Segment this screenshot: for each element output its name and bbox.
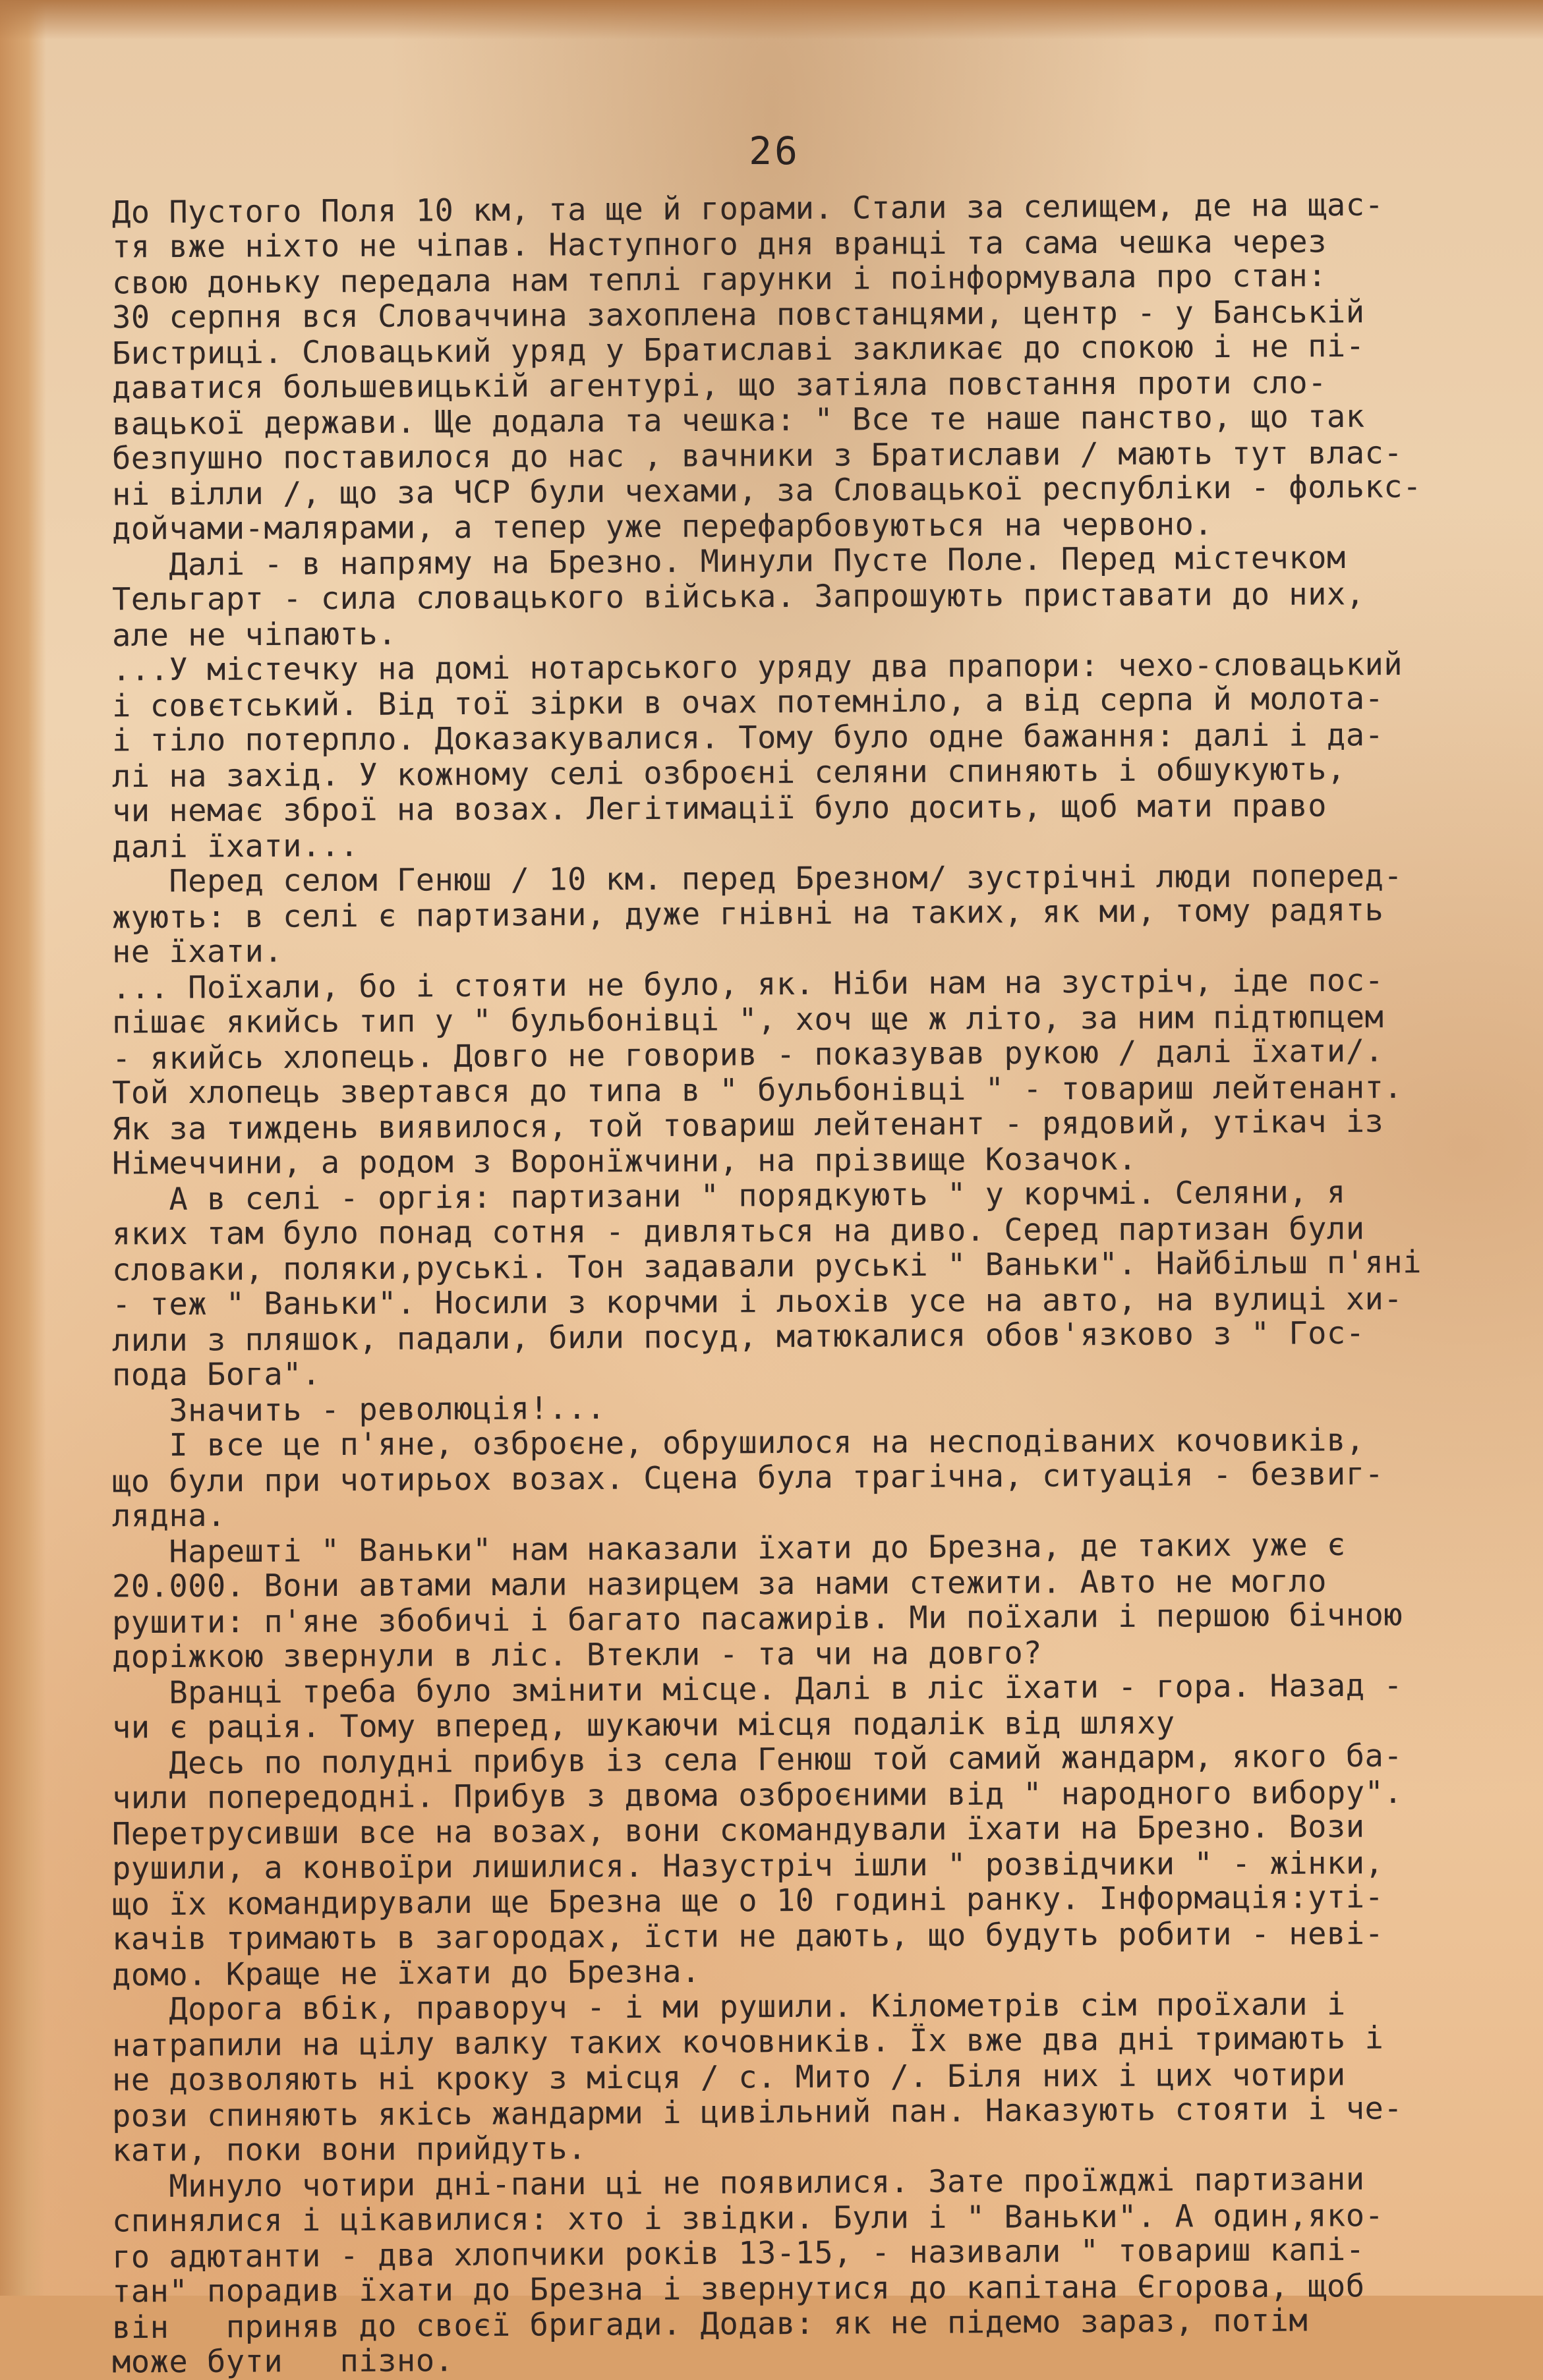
text-line: і тіло потерпло. Доказакувалися. Тому було одне бажання: далі і да- (111, 716, 1384, 758)
text-line: що були при чотирьох возах. Сцена була трагічна, ситуація - безвиг- (111, 1456, 1384, 1500)
text-line: тан" порадив їхати до Брезна і звернутися до капітана Єгорова, щоб (111, 2267, 1365, 2309)
typewritten-text-body (111, 186, 1483, 2380)
text-line: Нарешті " Ваньки" нам наказали їхати до Брезна, де таких уже є (111, 1526, 1346, 1570)
text-line: даватися большевицькій агентурі, що затіяла повстання проти сло- (111, 364, 1327, 406)
text-line: безпушно поставилося до нас , вачники з Братислави / мають тут влас- (111, 434, 1403, 476)
paper-left-edge (0, 0, 46, 2296)
text-line: може бути пізно. (111, 2342, 454, 2380)
text-line: 20.000. Вони автами мали назирцем за нами стежити. Авто не могло (111, 1562, 1327, 1604)
text-line: і совєтський. Від тої зірки в очах потемніло, а від серпа й молота- (111, 680, 1384, 724)
text-line: словаки, поляки,руські. Тон задавали руські " Ваньки". Найбільш п'яні (111, 1244, 1422, 1288)
text-line: спинялися і цікавилися: хто і звідки. Були і " Ваньки". А один,яко- (111, 2197, 1384, 2239)
text-line: Як за тиждень виявилося, той товариш лейтенант - рядовий, утікач із (111, 1103, 1384, 1147)
text-line: Тельгарт - сила словацького війська. Запрошують приставати до них, (111, 575, 1365, 617)
text-line: Десь по полудні прибув із села Генюш той самий жандарм, якого ба- (111, 1738, 1403, 1782)
paper-top-edge (0, 0, 1543, 40)
text-line: не дозволяють ні кроку з місця / с. Мито /. Біля них і цих чотири (111, 2056, 1346, 2098)
text-line: вацької держави. Ще додала та чешка: " Все те наше панство, що так (111, 398, 1365, 442)
text-line: До Пустого Поля 10 км, та ще й горами. Стали за селищем, де на щас- (111, 186, 1384, 231)
text-line: Той хлопець звертався до типа в " бульбонівці " - товариш лейтенант. (111, 1069, 1403, 1111)
text-line: доріжкою звернули в ліс. Втекли - та чи на довго? (111, 1634, 1043, 1675)
text-line: Минуло чотири дні-пани ці не появилися. Зате проїжджі партизани (111, 2161, 1365, 2205)
text-line: чили попередодні. Прибув з двома озброєними від " народного вибору". (111, 1774, 1403, 1816)
text-line: лі на захід. У кожному селі озброєні селяни спиняють і обшукують, (111, 751, 1346, 795)
text-line: рушили, а конвоїри лишилися. Назустріч ішли " розвідчики " - жінки, (111, 1844, 1384, 1886)
text-line: яких там було понад сотня - дивляться на диво. Серед партизан були (111, 1210, 1365, 1252)
text-line: го адютанти - два хлопчики років 13-15, - називали " товариш капі- (111, 2231, 1365, 2275)
text-line: лили з пляшок, падали, били посуд, матюкалися обов'язково з " Гос- (111, 1315, 1365, 1359)
text-line: рушити: п'яне збобичі і багато пасажирів. Ми поїхали і першою бічною (111, 1597, 1403, 1641)
page-number: 26 (749, 128, 800, 173)
text-line: Перетрусивши все на возах, вони скомандували їхати на Брезно. Вози (111, 1808, 1365, 1852)
text-line: Далі - в напряму на Брезно. Минули Пусте Поле. Перед містечком (111, 539, 1346, 583)
text-line: чи є рація. Тому вперед, шукаючи місця подалік від шляху (111, 1705, 1175, 1745)
text-line: ... Поїхали, бо і стояти не було, як. Ніби нам на зустріч, іде пос- (111, 962, 1384, 1006)
text-line: не їхати. (111, 932, 283, 970)
text-line: натрапили на цілу валку таких кочовників. Їх вже два дні тримають і (111, 2020, 1384, 2064)
text-line: лядна. (111, 1497, 226, 1534)
text-line: далі їхати... (111, 828, 359, 865)
text-line: І все це п'яне, озброєне, обрушилося на несподіваних кочовиків, (111, 1421, 1365, 1463)
text-line: жують: в селі є партизани, дуже гнівні на таких, як ми, тому радять (111, 892, 1384, 936)
text-line: Дорога вбік, праворуч - і ми рушили. Кілометрів сім проїхали і (111, 1985, 1346, 2027)
text-line: домо. Краще не їхати до Брезна. (111, 1953, 701, 1993)
text-line: - якийсь хлопець. Довго не говорив - показував рукою / далі їхати/. (111, 1033, 1384, 1077)
text-line: але не чіпають. (111, 615, 397, 654)
text-line: дойчами-малярами, а тепер уже перефарбовуються на червоно. (111, 505, 1213, 547)
text-line: тя вже ніхто не чіпав. Наступного дня вранці та сама чешка через (111, 223, 1327, 265)
text-line: Бистриці. Словацький уряд у Братиславі закликає до спокою і не пі- (111, 327, 1365, 372)
text-line: пода Бога". (111, 1355, 321, 1393)
text-line: він приняв до своєї бригади. Додав: як не підемо зараз, потім (111, 2302, 1308, 2346)
text-line: що їх командирували ще Брезна ще о 10 годині ранку. Інформація:уті- (111, 1879, 1384, 1923)
text-line: - теж " Ваньки". Носили з корчми і льохів усе на авто, на вулиці хи- (111, 1280, 1403, 1322)
text-line: Значить - революція!... (111, 1390, 606, 1429)
text-line: ні вілли /, що за ЧСР були чехами, за Словацької республіки - фолькс- (111, 468, 1422, 513)
text-line: А в селі - оргія: партизани " порядкують " у корчмі. Селяни, я (111, 1174, 1346, 1218)
text-line: свою доньку передала нам теплі гарунки і поінформувала про стан: (111, 258, 1327, 301)
text-line: пішає якийсь тип у " бульбонівці ", хоч ще ж літо, за ним підтюпцем (111, 998, 1384, 1040)
text-line: 30 серпня вся Словаччина захоплена повстанцями, центр - у Банській (111, 293, 1365, 335)
text-line: Німеччини, а родом з Воронїжчини, на прізвище Козачок. (111, 1141, 1138, 1181)
text-line: качів тримають в загородах, їсти не дають, що будуть робити - неві- (111, 1915, 1384, 1957)
text-line: рози спиняють якісь жандарми і цивільний пан. Наказують стояти і че- (111, 2090, 1403, 2134)
text-line: Вранці треба було змінити місце. Далі в ліс їхати - гора. Назад - (111, 1667, 1403, 1711)
text-line: кати, поки вони прийдуть. (111, 2130, 587, 2168)
text-line: ...У містечку на домі нотарського уряду два прапори: чехо-словацький (111, 646, 1403, 688)
text-line: чи немає зброї на возах. Легітимації було досить, щоб мати право (111, 787, 1327, 829)
text-line: Перед селом Генюш / 10 км. перед Брезном/ зустрічні люди поперед- (111, 857, 1403, 899)
